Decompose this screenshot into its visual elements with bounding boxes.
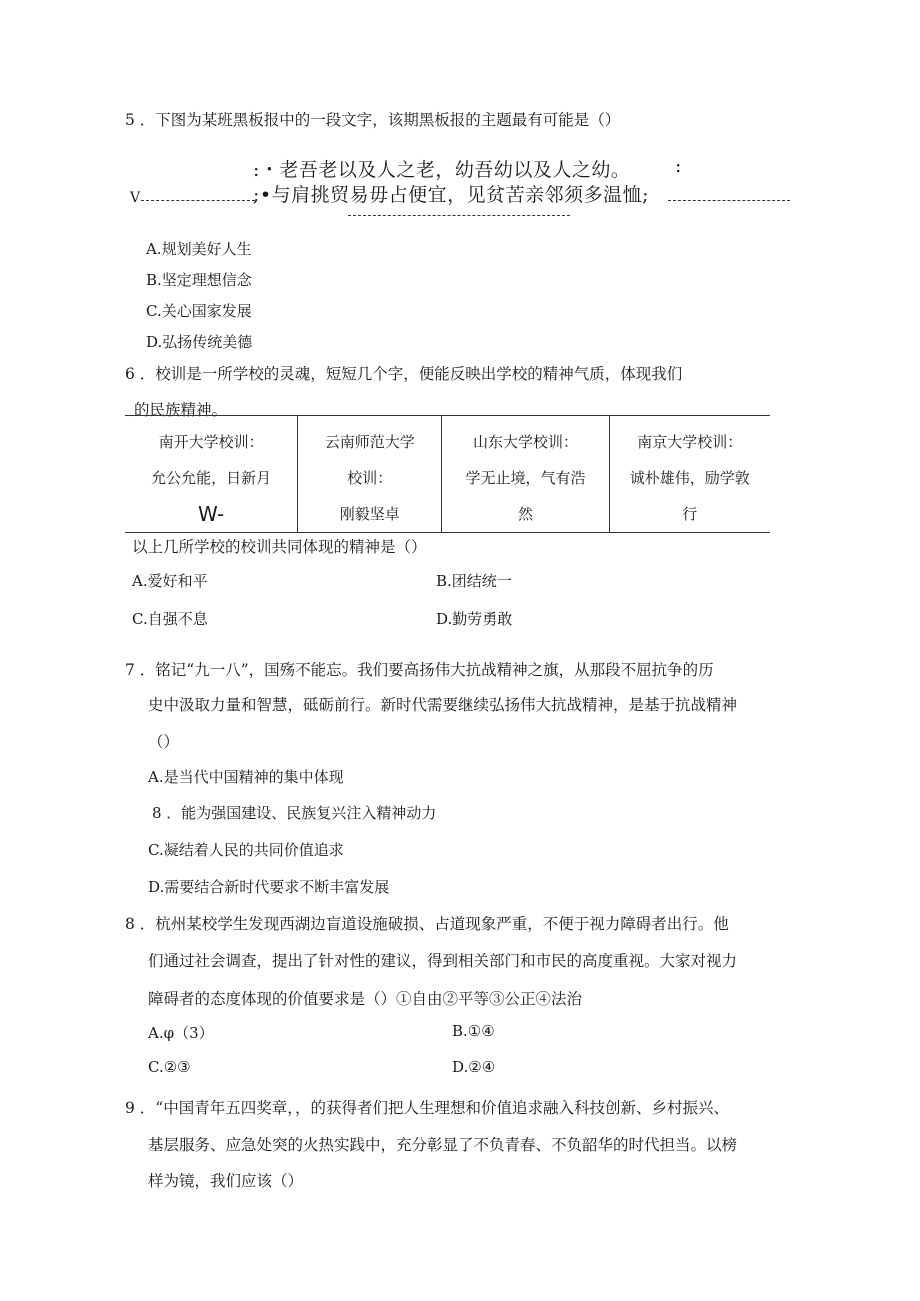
motto-cell-text: 南开大学校训：	[158, 433, 264, 451]
motto-cell-nanjing	[609, 416, 770, 533]
motto-cell-text: 行	[682, 505, 698, 523]
q5-option-d: D.弘扬传统美德	[146, 333, 253, 351]
quote-line-1: :・老吾老以及人之老，幼吾幼以及人之幼。	[253, 159, 631, 181]
q6-option-d: D.勤劳勇敢	[436, 610, 513, 628]
school-motto-table	[125, 415, 770, 533]
question-6-stem-line-1: 6 ．校训是一所学校的灵魂，短短几个字，便能反映出学校的精神气质，体现我们	[125, 365, 683, 383]
question-7-stem-line-1: 7 ．铭记“九一八”，国殇不能忘。我们要高扬伟大抗战精神之旗，从那段不屈抗争的历	[125, 661, 714, 679]
question-6-question: 以上几所学校的校训共同体现的精神是（）	[132, 538, 427, 556]
border-start-mark: V	[130, 190, 141, 206]
q7-option-c: C.凝结着人民的共同价值追求	[148, 841, 344, 859]
dashed-border-left	[141, 200, 255, 201]
q5-option-c: C.关心国家发展	[146, 302, 252, 320]
quote-line-1-end: :	[675, 155, 682, 177]
question-6-stem-line-2: 的民族精神。	[134, 401, 228, 419]
motto-cell-text: W-	[197, 502, 225, 526]
motto-cell-text: 学无止境，气有浩	[465, 469, 586, 487]
question-9-stem-line-1: 9 ．“中国青年五四奖章，，的获得者们把人生理想和价值追求融入科技创新、乡村振兴、	[125, 1099, 729, 1117]
quote-line-2: ;•与肩挑贸易毋占便宜，见贫苦亲邻须多温恤;	[253, 184, 650, 206]
question-5-stem: 5 ．下图为某班黑板报中的一段文字，该期黑板报的主题最有可能是（）	[125, 111, 621, 129]
motto-cell-text: 然	[517, 505, 533, 523]
motto-cell-text: 校训：	[347, 469, 393, 487]
motto-cell-text: 允公允能，日新月	[151, 469, 272, 487]
motto-cell-shandong	[442, 416, 609, 533]
q7-option-a: A.是当代中国精神的集中体现	[148, 768, 344, 786]
q6-option-b: B.团结统一	[436, 572, 512, 590]
q6-option-a: A.爱好和平	[132, 572, 208, 590]
dashed-border-right	[668, 200, 790, 201]
question-8-stem-line-2: 们通过社会调查，提出了针对性的建议，得到相关部门和市民的高度重视。大家对视力	[148, 952, 738, 970]
q7-option-b: 8 ．能为强国建设、民族复兴注入精神动力	[152, 804, 437, 822]
motto-cell-text: 山东大学校训：	[472, 433, 578, 451]
motto-cell-text: 云南师范大学	[324, 433, 415, 451]
motto-cell-nankai	[125, 416, 298, 533]
q7-option-d: D.需要结合新时代要求不断丰富发展	[148, 878, 390, 896]
question-8-stem-line-1: 8 ．杭州某校学生发现西湖边盲道设施破损、占道现象严重，不便于视力障碍者出行。他	[125, 915, 729, 933]
motto-cell-text: 诚朴雄伟，励学敦	[629, 469, 750, 487]
question-7-stem-line-2: 史中汲取力量和智慧，砥砺前行。新时代需要继续弘扬伟大抗战精神，是基于抗战精神	[148, 696, 738, 714]
q8-option-c: C.②③	[148, 1058, 191, 1076]
question-7-stem-line-3: （）	[148, 733, 180, 751]
question-8-stem-line-3: 障碍者的态度体现的价值要求是（）①自由②平等③公正④法治	[148, 990, 583, 1008]
q6-option-c: C.自强不息	[132, 610, 208, 628]
motto-cell-text: 刚毅坚卓	[339, 505, 400, 523]
motto-cell-yunnan-normal	[298, 416, 442, 533]
question-9-stem-line-2: 基层服务、应急处突的火热实践中，充分彰显了不负青春、不负韶华的时代担当。以榜	[148, 1136, 738, 1154]
q5-option-b: B.坚定理想信念	[146, 271, 252, 289]
motto-cell-text: 南京大学校训：	[637, 433, 743, 451]
dashed-border-bottom	[348, 215, 570, 216]
q8-option-b: B.①④	[452, 1022, 495, 1040]
q8-option-d: D.②④	[452, 1058, 496, 1076]
q8-option-a: A.φ（3）	[148, 1024, 214, 1042]
q5-option-a: A.规划美好人生	[146, 240, 252, 258]
question-9-stem-line-3: 样为镜，我们应该（）	[148, 1172, 304, 1190]
